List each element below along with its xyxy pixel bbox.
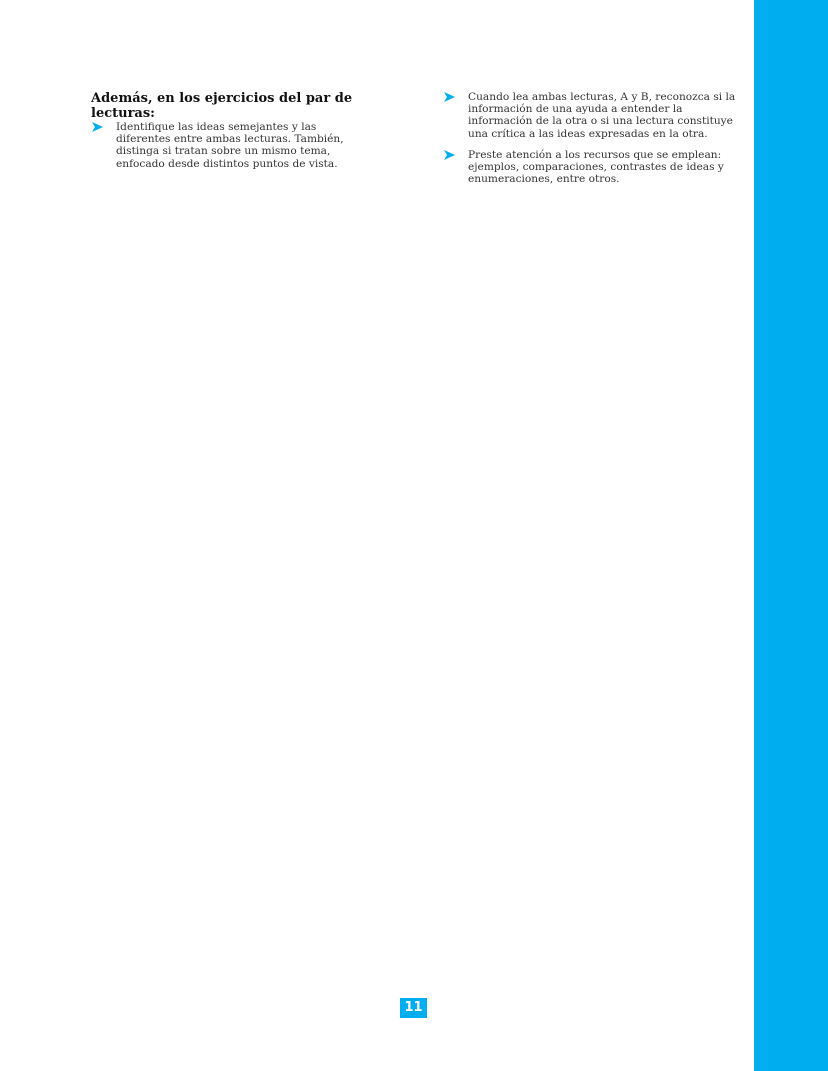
right-bullet-list [443,91,743,185]
list-item [443,149,743,186]
left-column [91,91,373,170]
arrow-bullet-icon [92,122,103,132]
side-color-band [754,0,828,1071]
list-item-text: Identifique las ideas semejantes y las diferentes entre ambas lecturas. También, distinga si tratan sobre un mismo tema, enfocado desde distintos puntos de vista. [116,121,344,170]
arrow-bullet-icon [444,92,455,102]
right-column [443,91,743,185]
arrow-bullet-icon [444,150,455,160]
list-item-text: Preste atención a los recursos que se emplean: ejemplos, comparaciones, contrastes de ideas y enumeraciones, entre otros. [468,148,724,186]
list-item [91,121,373,170]
list-item [443,91,743,140]
section-heading: Además, en los ejercicios del par de lecturas: [91,91,353,121]
left-bullet-list [91,121,373,170]
page-number-badge: 11 [400,998,427,1018]
list-item-text: Cuando lea ambas lecturas, A y B, reconozca si la información de una ayuda a entender la información de la otra o si una lectura constituye una crítica a las ideas expresadas en la otra. [468,91,736,140]
